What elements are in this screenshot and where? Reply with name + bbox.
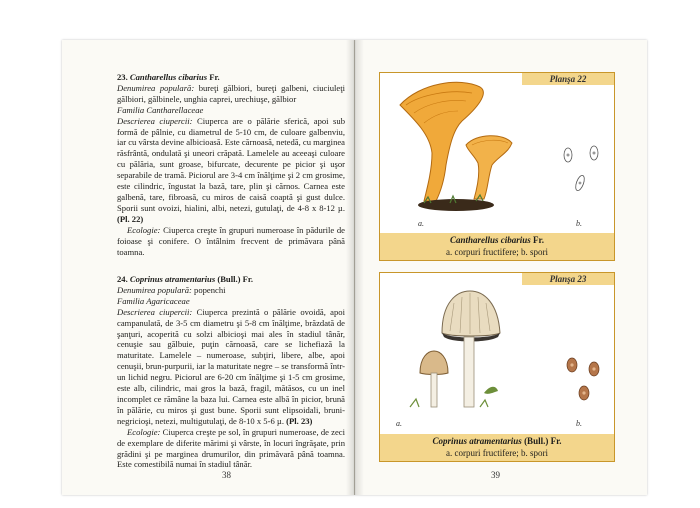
caption-author: Fr. (533, 235, 544, 245)
entry-title (117, 72, 345, 83)
description (117, 116, 345, 225)
label-b: b. (576, 419, 582, 428)
ecology-label: Ecologie: (127, 426, 161, 437)
chanterelle-illustration (380, 73, 614, 233)
caption-author: (Bull.) Fr. (524, 436, 562, 446)
entry-number: 23. (117, 72, 128, 82)
caption-species: Cantharellus cibarius (450, 235, 531, 245)
popular-text: bureţi gălbiori, bureţi galbeni, ciuciuleţi gălbiori, gălbinele, unghia caprei, urechiuşe, gălbior (117, 82, 345, 104)
popular-label: Denumirea populară: (117, 82, 195, 93)
label-b: b. (576, 219, 582, 228)
entry-number: 24. (117, 274, 128, 284)
description-label: Descrierea ciupercii: (117, 115, 193, 126)
description-text: Ciuperca are o pălărie sferică, apoi sub formă de pâlnie, cu diametrul de 5-10 cm, de culoare galbenviu, iar cu vârsta devine albicioasă. Este cărnoasă, netedă, cu marginea răsfrântă, ondulată şi uneori crăpată. Lamelele au aceeaşi culoare cu pălăria, sunt groase, bifurcate, decurente pe picior şi uşor separabile de tramă. Piciorul are 3-4 cm înălţime şi 2 cm grosime, este cilindric, îngustat la bază, tare, plin şi cărnos. Carnea este galbenă, tare, fibroasă, cu miros de caisă coaptă şi gust dulce. Sporii sunt ovoizi, hialini, albi, netezi, gutulaţi, de 4-8 x 8-12 µ. (117, 115, 345, 213)
popular-name (117, 285, 345, 296)
page-number-right: 39 (491, 470, 500, 480)
description-text: Ciuperca prezintă o pălărie ovoidă, apoi campanulată, de 3-5 cm diametru şi 5-8 cm înălţime, brăzdată de şanţuri, acoperită cu solzi albicioşi mai ales în stadiul tânăr, cenuşie sau gălbuie, puţin cărnoasă, care se lichefiază la maturitate. Lamelele – numeroase, subţiri, libere, albe, apoi cenuşii, brun-purpurii, iar la maturitate negre – se transformă într-un lichid negru. Piciorul are 6-20 cm înălţime şi 1-5 cm grosime, este alb, cilindric, mai gros la bază, fragil, mătăsos, cu un inel incomplet ce rămâne la baza lui. Carnea este albă în picior, brună în pălărie, cu miros şi gust bune. Sporii sunt elipsoidali, bruni-negricioşi, netezi, multigutulaţi, de 8-10 x 5-6 µ. (117, 306, 345, 426)
ecology-text: Ciuperca creşte pe sol, în grupuri numeroase, de zeci de exemplare de diferite mărimi şi vârste, în locuri îngrăşate, prin grădini şi pe marginea drumurilor, din primăvară până toamna. Este comestibilă numai în stadiul tânăr. (117, 426, 345, 470)
plate-tab: Planşa 23 (522, 273, 614, 285)
entry-title (117, 274, 345, 285)
caption-subtitle: a. corpuri fructifere; b. spori (446, 247, 548, 257)
plate-23 (379, 272, 615, 462)
ecology (117, 427, 345, 471)
caption-title (380, 234, 614, 246)
species-name: Coprinus atramentarius (129, 274, 216, 284)
species-author: Fr. (209, 72, 220, 82)
plate-caption (380, 434, 614, 461)
plate-caption (380, 233, 614, 260)
page-number-left: 38 (222, 470, 231, 480)
caption-species: Coprinus atramentarius (432, 436, 522, 446)
book-gutter (346, 40, 364, 495)
plate-reference: (Pl. 22) (117, 213, 144, 224)
popular-label: Denumirea populară: (117, 284, 192, 295)
family-name: Familia Agaricaceae (117, 295, 190, 306)
popular-name (117, 83, 345, 105)
label-a: a. (418, 219, 424, 228)
plate-22 (379, 72, 615, 261)
plate-reference: (Pl. 23) (286, 415, 313, 426)
ecology (117, 225, 345, 258)
inkcap-illustration (380, 273, 614, 433)
caption-title (380, 435, 614, 447)
plate-tab: Planşa 22 (522, 73, 614, 85)
description-label: Descrierea ciupercii: (117, 306, 193, 317)
ecology-label: Ecologie: (127, 224, 161, 235)
family-name: Familia Cantharellaceae (117, 104, 204, 115)
label-a: a. (396, 419, 402, 428)
entry-coprinus (117, 274, 345, 470)
ecology-text: Ciuperca creşte în grupuri numeroase în pădurile de foioase şi conifere. O întâlnim frecvent de primăvara până toamna. (117, 224, 345, 257)
popular-text: popenchi (194, 284, 226, 295)
description (117, 307, 345, 427)
caption-subtitle: a. corpuri fructifere; b. spori (446, 448, 548, 458)
species-name: Cantharellus cibarius (129, 72, 208, 82)
entry-cantharellus (117, 72, 345, 257)
species-author: (Bull.) Fr. (217, 274, 254, 284)
